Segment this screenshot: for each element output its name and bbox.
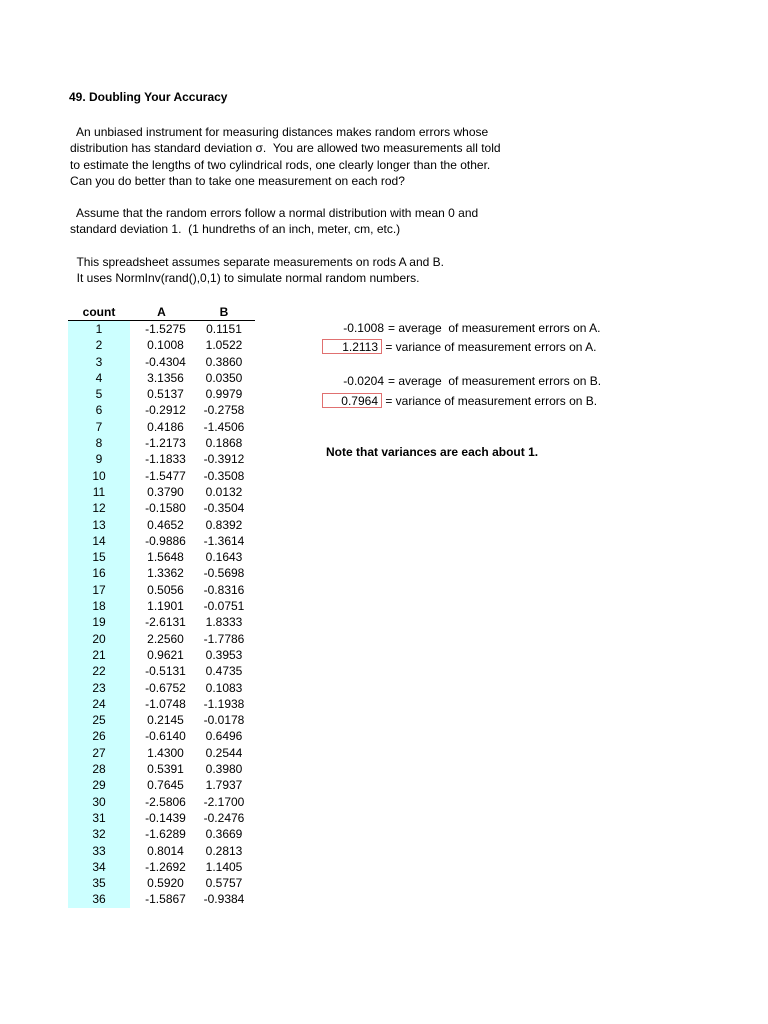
table-row	[68, 728, 255, 744]
table-row	[68, 761, 255, 777]
a-value-cell[interactable]: 0.8014	[147, 843, 184, 858]
a-value-cell[interactable]: -1.5867	[145, 892, 186, 907]
average-b-label: = average of measurement errors on B.	[388, 374, 602, 388]
table-row	[68, 631, 255, 647]
count-cell[interactable]: 16	[68, 565, 130, 581]
a-value-cell[interactable]: -1.6289	[145, 827, 186, 842]
a-value-cell[interactable]: -0.2912	[145, 403, 186, 418]
table-row	[68, 500, 255, 516]
a-value-cell[interactable]: 0.5056	[147, 582, 184, 597]
a-value-cell[interactable]: -0.6752	[145, 680, 186, 695]
b-value-cell[interactable]: -0.3508	[203, 468, 245, 483]
count-cell[interactable]: 30	[68, 794, 130, 810]
count-cell[interactable]: 32	[68, 826, 130, 842]
b-value-cell[interactable]: -1.4506	[203, 419, 245, 434]
b-value-cell[interactable]: -0.5698	[203, 566, 245, 581]
a-value-cell[interactable]: -0.9886	[145, 533, 186, 548]
count-cell[interactable]: 28	[68, 761, 130, 777]
variance-a-value[interactable]: 1.2113	[322, 339, 382, 354]
variance-a-label: = variance of measurement errors on A.	[385, 340, 597, 354]
average-b-row	[322, 374, 601, 388]
count-cell[interactable]: 27	[68, 745, 130, 761]
b-value-cell[interactable]: -0.8316	[203, 582, 245, 597]
a-value-cell[interactable]: -0.1439	[145, 810, 186, 825]
table-row	[68, 875, 255, 891]
measurement-table	[68, 303, 255, 908]
b-value-cell[interactable]: -0.2758	[203, 403, 245, 418]
b-value-cell[interactable]: 0.3860	[205, 354, 243, 369]
table-row	[68, 777, 255, 793]
table-row	[68, 451, 255, 467]
b-value-cell[interactable]: -0.3912	[203, 452, 245, 467]
b-value-cell[interactable]: 0.0132	[205, 484, 243, 499]
a-value-cell[interactable]: 0.5920	[147, 876, 184, 891]
count-cell[interactable]: 31	[68, 810, 130, 826]
table-row	[68, 337, 255, 353]
a-value-cell[interactable]: 0.3790	[147, 484, 184, 499]
column-header-a: A	[130, 303, 193, 321]
b-value-cell[interactable]: -0.0178	[203, 713, 245, 728]
count-cell[interactable]: 6	[68, 402, 130, 418]
count-cell[interactable]: 5	[68, 386, 130, 402]
a-value-cell[interactable]: -1.2692	[145, 859, 186, 874]
b-value-cell[interactable]: -1.1938	[203, 696, 245, 711]
a-value-cell[interactable]: 0.4652	[147, 517, 184, 532]
table-row	[68, 354, 255, 370]
a-value-cell[interactable]: -1.5275	[130, 321, 193, 338]
table-row	[68, 810, 255, 826]
table-row	[68, 565, 255, 581]
table-row	[68, 745, 255, 761]
paragraph-line: to estimate the lengths of two cylindrical rods, one clearly longer than the other.	[70, 157, 491, 172]
table-row	[68, 712, 255, 728]
count-cell[interactable]: 11	[68, 484, 130, 500]
b-value-cell[interactable]: 0.3953	[205, 647, 243, 662]
table-row	[68, 582, 255, 598]
b-value-cell[interactable]: 0.2813	[205, 843, 243, 858]
b-value-cell[interactable]: 0.2544	[205, 745, 243, 760]
average-a-label: = average of measurement errors on A.	[388, 321, 601, 335]
table-row	[68, 647, 255, 663]
count-cell[interactable]: 34	[68, 859, 130, 875]
table-row	[68, 696, 255, 712]
b-value-cell[interactable]: -1.7786	[203, 631, 245, 646]
table-row	[68, 843, 255, 859]
b-value-cell[interactable]: 0.6496	[205, 729, 243, 744]
b-value-cell[interactable]: 1.8333	[205, 615, 243, 630]
a-value-cell[interactable]: 0.2145	[147, 713, 184, 728]
b-value-cell[interactable]: 0.3669	[205, 827, 243, 842]
problem-title: 49. Doubling Your Accuracy	[69, 90, 228, 104]
count-cell[interactable]: 9	[68, 451, 130, 467]
count-cell[interactable]: 25	[68, 712, 130, 728]
count-cell[interactable]: 29	[68, 777, 130, 793]
b-value-cell[interactable]: -0.0751	[203, 599, 245, 614]
b-value-cell[interactable]: 0.4735	[205, 664, 243, 679]
count-cell[interactable]: 18	[68, 598, 130, 614]
paragraph-line: standard deviation 1. (1 hundreths of an inch, meter, cm, etc.)	[70, 222, 401, 237]
a-value-cell[interactable]: 1.1901	[147, 599, 184, 614]
count-cell[interactable]: 4	[68, 370, 130, 386]
table-row	[68, 468, 255, 484]
a-value-cell[interactable]: 0.9621	[147, 647, 184, 662]
table-row	[68, 484, 255, 500]
count-cell[interactable]: 17	[68, 582, 130, 598]
b-value-cell[interactable]: 0.8392	[205, 517, 243, 532]
count-cell[interactable]: 19	[68, 614, 130, 630]
a-value-cell[interactable]: 3.1356	[147, 370, 184, 385]
a-value-cell[interactable]: -0.5131	[145, 664, 186, 679]
variance-a-row	[322, 339, 596, 354]
b-value-cell[interactable]: 0.9979	[205, 387, 243, 402]
paragraph-line: distribution has standard deviation σ. You are allowed two measurements all told	[70, 141, 501, 156]
column-header-count: count	[68, 303, 130, 321]
table-row	[68, 419, 255, 435]
a-value-cell[interactable]: -1.0748	[145, 696, 186, 711]
table-row	[68, 891, 255, 907]
b-value-cell[interactable]: -1.3614	[203, 533, 245, 548]
b-value-cell[interactable]: 0.5757	[205, 876, 243, 891]
intro-paragraph	[70, 124, 501, 190]
b-value-cell[interactable]: 1.0522	[205, 338, 243, 353]
column-header-b: B	[193, 303, 255, 321]
count-cell[interactable]: 20	[68, 631, 130, 647]
b-value-cell[interactable]: 0.1868	[205, 436, 243, 451]
b-value-cell[interactable]: 1.1405	[205, 859, 243, 874]
count-cell[interactable]: 7	[68, 419, 130, 435]
a-value-cell[interactable]: 2.2560	[147, 631, 184, 646]
count-cell[interactable]: 26	[68, 728, 130, 744]
table-row	[68, 402, 255, 418]
a-value-cell[interactable]: 1.3362	[147, 566, 184, 581]
count-cell[interactable]: 33	[68, 843, 130, 859]
count-cell[interactable]: 12	[68, 500, 130, 516]
a-value-cell[interactable]: 1.4300	[147, 745, 184, 760]
b-value-cell[interactable]: 0.3980	[205, 762, 243, 777]
count-cell[interactable]: 14	[68, 533, 130, 549]
table-header-row	[68, 303, 255, 321]
b-value-cell[interactable]: 1.7937	[205, 778, 243, 793]
variance-b-row	[322, 393, 597, 408]
a-value-cell[interactable]: -1.2173	[145, 436, 186, 451]
table-row	[68, 533, 255, 549]
b-value-cell[interactable]: -0.3504	[203, 501, 245, 516]
b-value-cell[interactable]: 0.0350	[205, 370, 243, 385]
count-cell[interactable]: 8	[68, 435, 130, 451]
b-value-cell[interactable]: -0.9384	[203, 892, 245, 907]
a-value-cell[interactable]: -1.5477	[145, 468, 186, 483]
a-value-cell[interactable]: 0.1008	[147, 338, 184, 353]
a-value-cell[interactable]: 0.5391	[147, 762, 184, 777]
b-value-cell[interactable]: 0.1151	[193, 321, 255, 338]
count-cell[interactable]: 22	[68, 663, 130, 679]
a-value-cell[interactable]: -1.1833	[145, 452, 186, 467]
count-cell[interactable]: 21	[68, 647, 130, 663]
a-value-cell[interactable]: 0.5137	[147, 387, 184, 402]
paragraph-line: Assume that the random errors follow a normal distribution with mean 0 and	[70, 206, 479, 220]
table-row	[68, 435, 255, 451]
table-row	[68, 794, 255, 810]
average-b-value[interactable]: -0.0204	[343, 374, 384, 388]
spreadsheet-paragraph	[70, 254, 444, 287]
b-value-cell[interactable]: 0.1643	[205, 550, 243, 565]
assumption-paragraph	[70, 205, 478, 238]
a-value-cell[interactable]: -2.5806	[145, 794, 186, 809]
count-cell[interactable]: 24	[68, 696, 130, 712]
b-value-cell[interactable]: -0.2476	[203, 810, 245, 825]
b-value-cell[interactable]: 0.1083	[205, 680, 243, 695]
a-value-cell[interactable]: -0.1580	[145, 501, 186, 516]
table-row	[68, 370, 255, 386]
count-cell[interactable]: 2	[68, 337, 130, 353]
variance-b-value[interactable]: 0.7964	[322, 393, 382, 408]
table-row	[68, 680, 255, 696]
table-row	[68, 598, 255, 614]
average-a-value[interactable]: -0.1008	[343, 321, 384, 335]
table-row	[68, 549, 255, 565]
table-row	[68, 663, 255, 679]
count-cell[interactable]: 3	[68, 354, 130, 370]
table-row	[68, 859, 255, 875]
count-cell[interactable]: 35	[68, 875, 130, 891]
average-a-row	[322, 321, 600, 335]
paragraph-line: This spreadsheet assumes separate measurements on rods A and B.	[70, 255, 444, 269]
table-row	[68, 826, 255, 842]
table-row	[68, 517, 255, 533]
a-value-cell[interactable]: -2.6131	[145, 615, 186, 630]
a-value-cell[interactable]: 0.7645	[147, 778, 184, 793]
count-cell[interactable]: 13	[68, 517, 130, 533]
a-value-cell[interactable]: 1.5648	[147, 550, 184, 565]
variance-note: Note that variances are each about 1.	[326, 445, 539, 459]
paragraph-line: An unbiased instrument for measuring distances makes random errors whose	[70, 125, 489, 139]
paragraph-line: Can you do better than to take one measurement on each rod?	[70, 174, 405, 189]
table-row	[68, 386, 255, 402]
table-row	[68, 321, 255, 338]
a-value-cell[interactable]: -0.6140	[145, 729, 186, 744]
count-cell[interactable]: 10	[68, 468, 130, 484]
count-cell[interactable]: 36	[68, 891, 130, 907]
variance-b-label: = variance of measurement errors on B.	[385, 394, 598, 408]
table-row	[68, 614, 255, 630]
b-value-cell[interactable]: -2.1700	[203, 794, 245, 809]
count-cell[interactable]: 23	[68, 680, 130, 696]
count-cell[interactable]: 15	[68, 549, 130, 565]
count-cell[interactable]: 1	[68, 321, 130, 338]
a-value-cell[interactable]: -0.4304	[145, 354, 186, 369]
a-value-cell[interactable]: 0.4186	[147, 419, 184, 434]
paragraph-line: It uses NormInv(rand(),0,1) to simulate normal random numbers.	[70, 271, 420, 286]
